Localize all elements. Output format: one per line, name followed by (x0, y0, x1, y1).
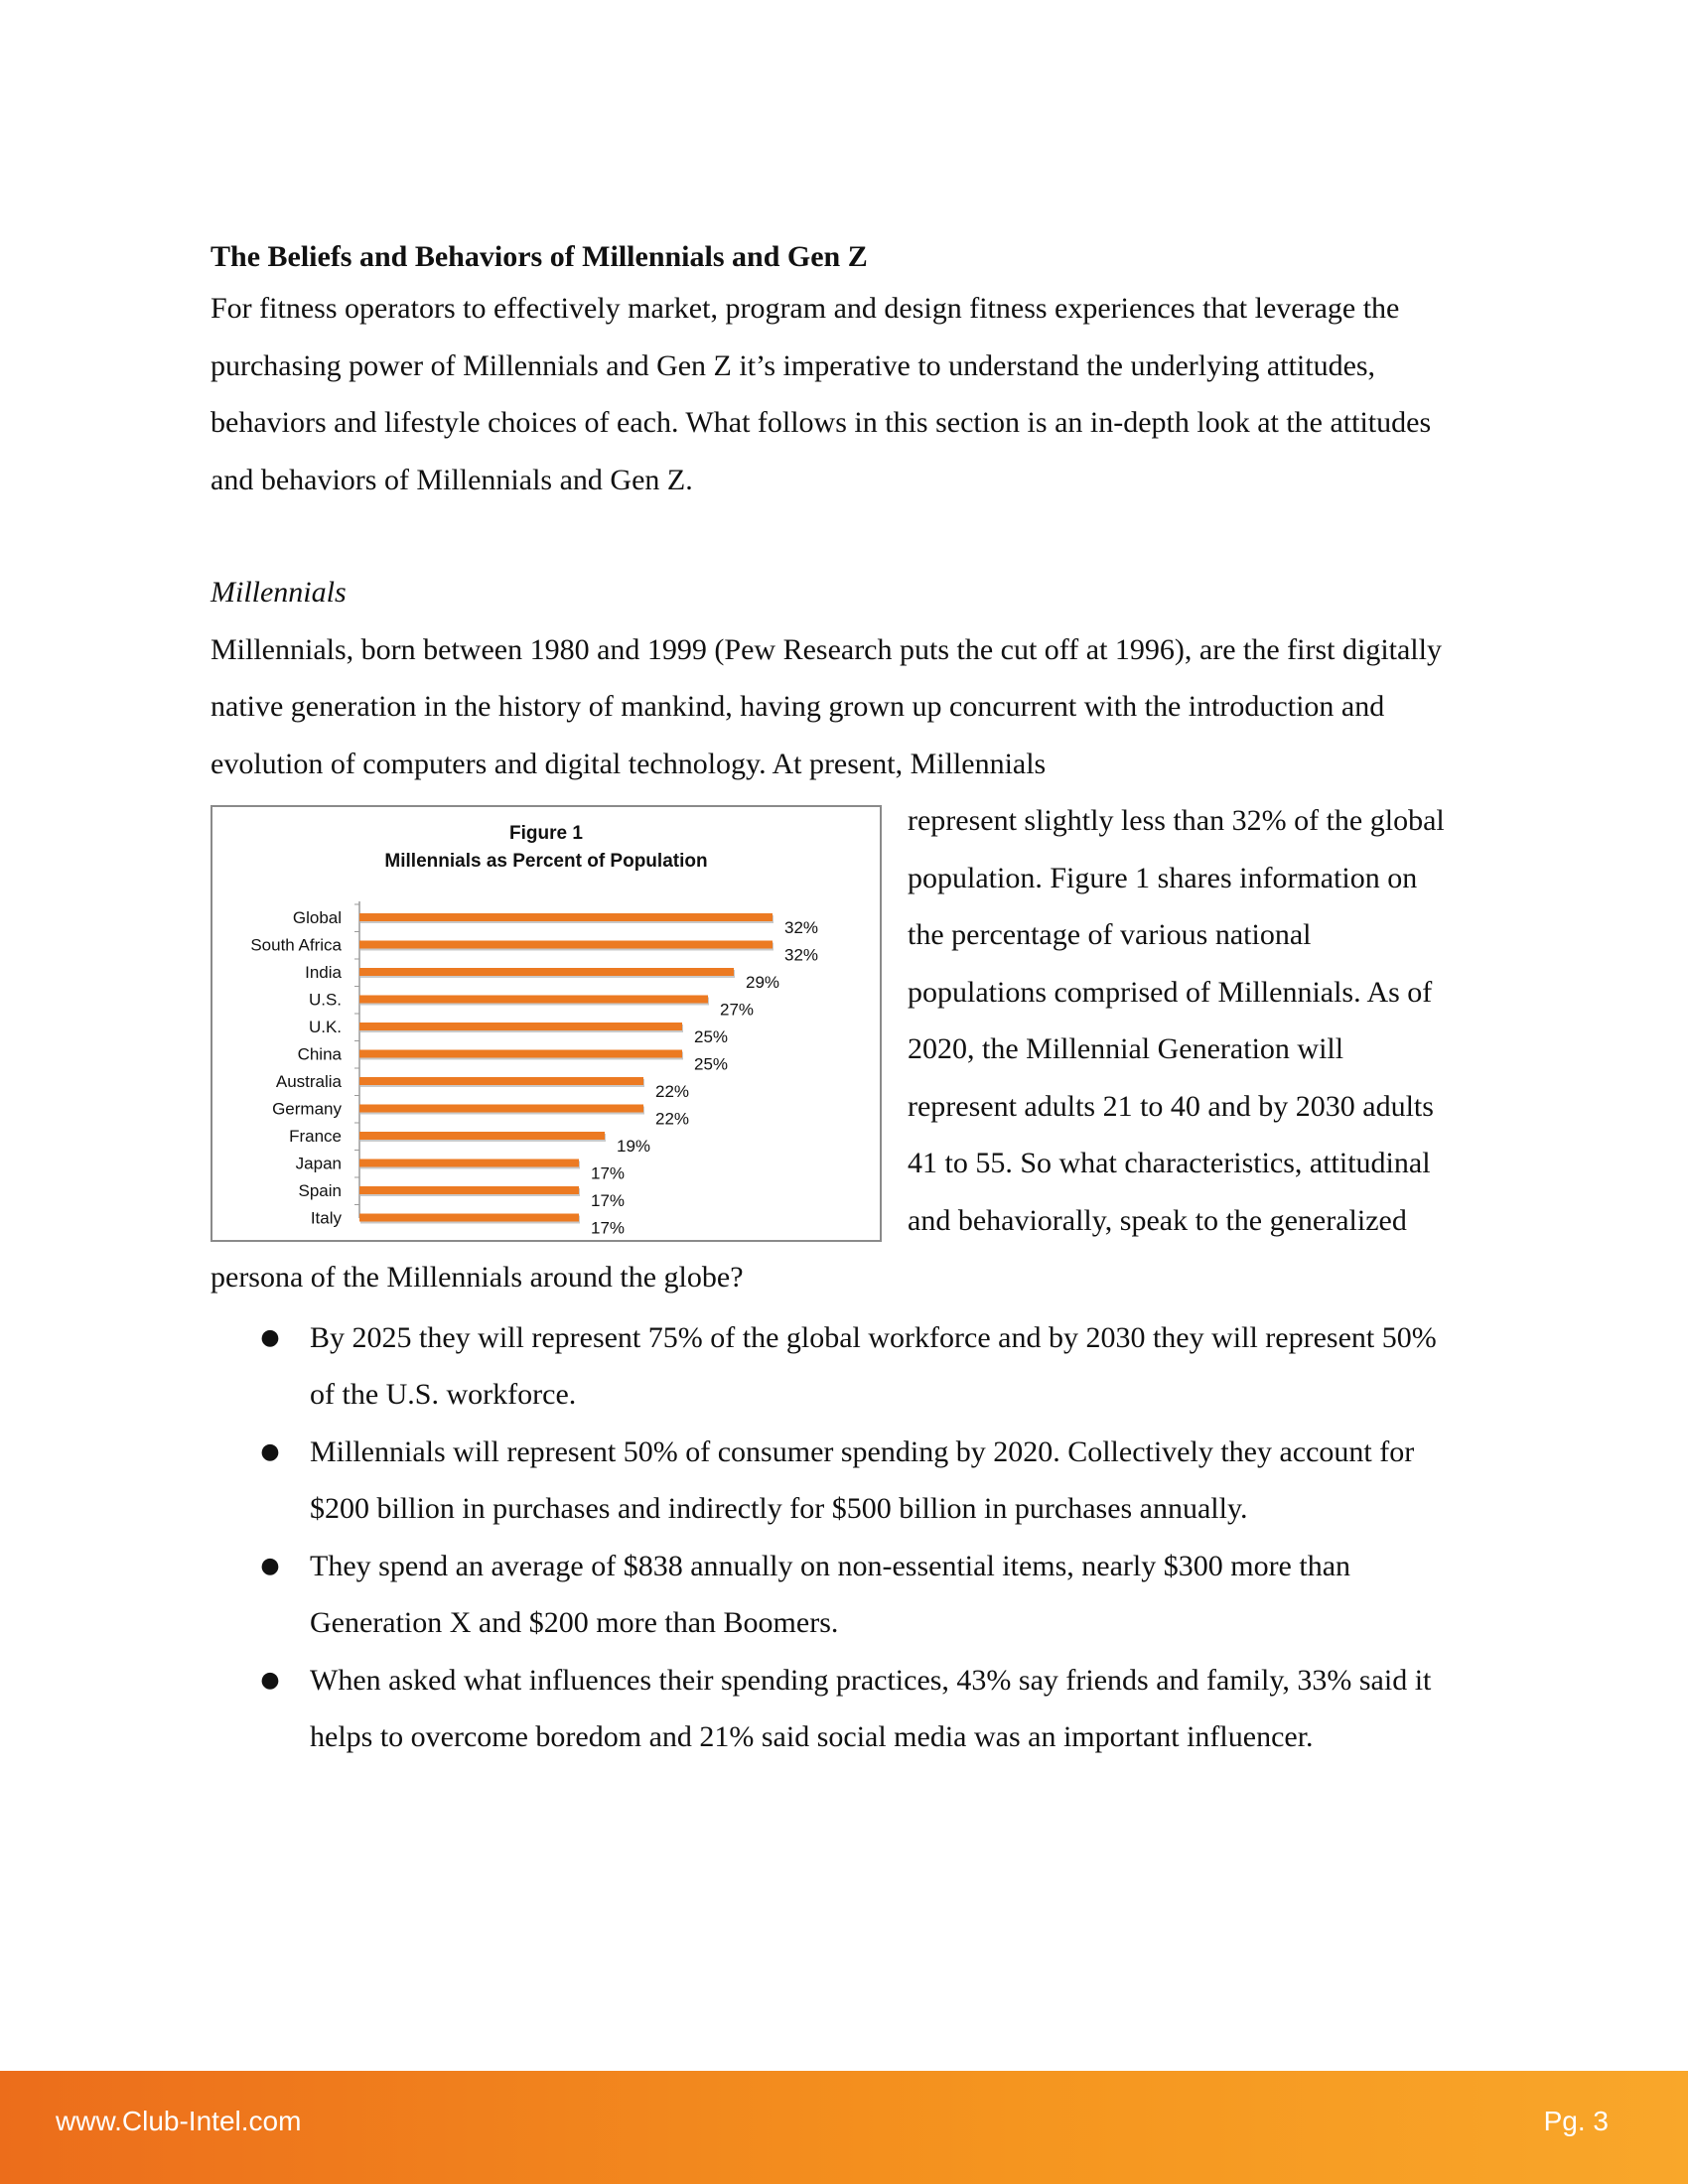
category-label: Global (292, 908, 342, 927)
millennials-subheading: Millennials (211, 576, 347, 609)
bullet-text: By 2025 they will represent 75% of the global workforce and by 2030 they will represent 50% of the U.S. workforce. (310, 1320, 1437, 1411)
data-label: 17% (591, 1163, 626, 1183)
bar (359, 1050, 682, 1058)
category-label: Australia (275, 1072, 342, 1091)
bar (359, 996, 708, 1004)
bullet-dot-icon: ● (260, 1553, 280, 1578)
bar (359, 1105, 643, 1113)
figure-1-chart (211, 805, 882, 1242)
category-label: Italy (310, 1208, 342, 1228)
bullet-item (211, 1309, 1452, 1424)
data-label: 22% (655, 1082, 690, 1101)
bullet-text: When asked what influences their spending practices, 43% say friends and family, 33% said it helps to overcome boredom and 21% said social media was an important influencer. (310, 1663, 1432, 1753)
data-label: 25% (694, 1054, 729, 1074)
bullet-dot-icon: ● (260, 1438, 280, 1464)
intro-paragraph: For fitness operators to effectively market, program and design fitness experiences that leverage the purchasing power of Millennials and Gen Z it’s imperative to understand the underlying attitudes, behaviors and lifestyle choices of each. What follows in this section is an in-depth look at the attitudes and behaviors of Millennials and Gen Z. (211, 292, 1432, 496)
data-label: 17% (591, 1218, 626, 1238)
bar (359, 1214, 579, 1222)
bullet-item (211, 1424, 1452, 1538)
bullet-text: Millennials will represent 50% of consumer spending by 2020. Collectively they account for $200 billion in purchases and indirectly for $500 billion in purchases annually. (310, 1434, 1415, 1525)
category-label: U.S. (308, 990, 342, 1010)
page-footer (0, 2071, 1688, 2184)
category-label: Germany (272, 1099, 342, 1119)
chart-subtitle: Millennials as Percent of Population (384, 851, 708, 872)
bar (359, 968, 734, 976)
category-label: Japan (295, 1154, 342, 1173)
data-label: 32% (784, 918, 819, 937)
bar-chart (212, 807, 880, 1240)
bar (359, 1077, 643, 1085)
bar (359, 913, 773, 921)
category-label: Spain (298, 1181, 342, 1200)
millennials-paragraph-1: Millennials, born between 1980 and 1999 (Pew Research puts the cut off at 1996), are the first digitally native generation in the history of mankind, having grown up concurrent with the introduction and evolution of computers and digital technology. At present, Millennials (211, 632, 1442, 780)
chart-title: Figure 1 (509, 823, 583, 844)
bar (359, 941, 773, 949)
bullet-item (211, 1538, 1452, 1652)
millennials-paragraph-2: represent slightly less than 32% of the global population. Figure 1 shares information on the percentage of various national populations comprised of Millennials. As of 2020, the Millennial Generation will represent adults 21 to 40 and by 2030 adults 41 to 55. So what characteristics, attitudinal and behaviorally, speak to the generalized persona of the Millennials around the globe? (211, 804, 1445, 1294)
data-label: 32% (784, 945, 819, 965)
category-label: U.K. (308, 1018, 342, 1036)
millennials-bullets (211, 1309, 1452, 1766)
bar (359, 1160, 579, 1167)
data-label: 29% (746, 973, 780, 992)
bar (359, 1186, 579, 1194)
category-label: France (289, 1127, 342, 1146)
chart-bars (250, 904, 818, 1238)
section-title: The Beliefs and Behaviors of Millennials and Gen Z (211, 240, 868, 273)
data-label: 25% (694, 1027, 729, 1046)
bullet-text: They spend an average of $838 annually on non-essential items, nearly $300 more than Generation X and $200 more than Boomers. (310, 1549, 1351, 1639)
bullet-dot-icon: ● (260, 1324, 280, 1350)
category-label: South Africa (250, 935, 342, 955)
data-label: 27% (720, 1000, 755, 1020)
page-number: Pg. 3 (1543, 2106, 1609, 2136)
footer-website-link[interactable]: www.Club-Intel.com (56, 2106, 302, 2136)
bullet-item (211, 1652, 1452, 1766)
bullet-dot-icon: ● (260, 1667, 280, 1693)
category-label: China (297, 1044, 342, 1064)
data-label: 17% (591, 1191, 626, 1210)
data-label: 22% (655, 1109, 690, 1129)
data-label: 19% (617, 1137, 651, 1156)
bar (359, 1023, 682, 1030)
page-content (211, 234, 1452, 1766)
category-label: India (305, 963, 342, 982)
bar (359, 1132, 605, 1140)
